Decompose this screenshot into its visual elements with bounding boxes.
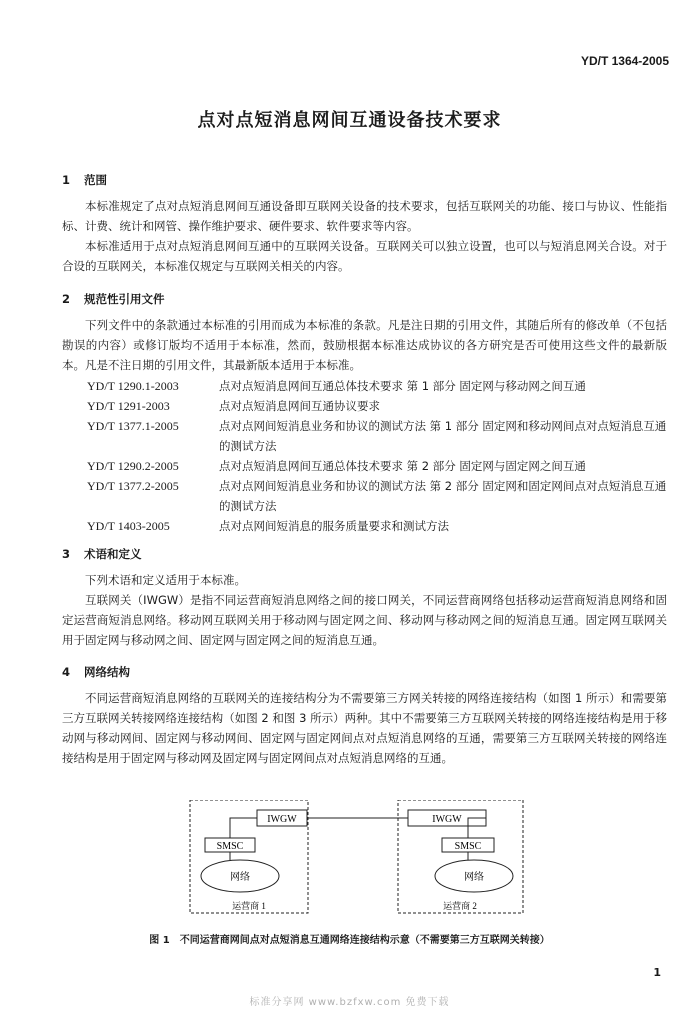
section-number: 2 <box>62 292 71 306</box>
section-number: 3 <box>62 547 71 561</box>
section-title: 规范性引用文件 <box>84 292 165 306</box>
operator-label-left: 运营商 1 <box>232 901 266 911</box>
reference-title: 点对点网间短消息业务和协议的测试方法 第 1 部分 固定网和移动网间点对点短消息互通的测试方法 <box>219 419 667 453</box>
section-number: 1 <box>62 173 71 187</box>
reference-title: 点对点网间短消息的服务质量要求和测试方法 <box>219 519 449 533</box>
smsc-label-left: SMSC <box>216 841 244 852</box>
section-body-2 <box>62 315 667 375</box>
section-heading-1 <box>62 172 107 188</box>
section-heading-4 <box>62 664 130 680</box>
section-heading-2 <box>62 291 165 307</box>
section-heading-3 <box>62 546 142 562</box>
watermark: 标准分享网 www.bzfxw.com 免费下载 <box>249 997 450 1008</box>
reference-item <box>87 516 672 536</box>
connector-left <box>230 818 257 838</box>
section-body-3 <box>62 570 667 650</box>
reference-item <box>87 376 672 396</box>
reference-item <box>87 396 672 416</box>
paragraph: 互联网关（IWGW）是指不同运营商短消息网络之间的接口网关，不同运营商网络包括移动运营商短消息网络和固定运营商短消息网络。移动网互联网关用于移动网与固定网之间、移动网与移动网之间的短消息互通。固定网互联网关用于固定网与移动网之间、固定网与固定网之间的短消息互通。 <box>62 593 667 647</box>
iwgw-label-right: IWGW <box>432 814 462 825</box>
paragraph: 下列术语和定义适用于本标准。 <box>85 573 246 587</box>
section-body-1 <box>62 196 667 276</box>
page-number: 1 <box>653 966 661 979</box>
network-label-right: 网络 <box>464 872 484 883</box>
reference-code: YD/T 1403-2005 <box>87 519 170 533</box>
document-title: 点对点短消息网间互通设备技术要求 <box>197 110 502 131</box>
reference-item <box>87 416 672 456</box>
paragraph: 本标准规定了点对点短消息网间互通设备即互联网关设备的技术要求，包括互联网关的功能、接口与协议、性能指标、计费、统计和网管、操作维护要求、硬件要求、软件要求等内容。 <box>62 199 667 233</box>
operator-label-right: 运营商 2 <box>443 901 477 911</box>
reference-title: 点对点短消息网间互通总体技术要求 第 1 部分 固定网与移动网之间互通 <box>219 379 586 393</box>
reference-code: YD/T 1377.2-2005 <box>87 479 179 493</box>
reference-code: YD/T 1290.2-2005 <box>87 459 179 473</box>
section-title: 网络结构 <box>84 665 130 679</box>
section-number: 4 <box>62 665 71 679</box>
smsc-label-right: SMSC <box>454 841 482 852</box>
paragraph: 不同运营商短消息网络的互联网关的连接结构分为不需要第三方网关转接的网络连接结构（如图 1 所示）和需要第三方互联网关转接网络连接结构（如图 2 和图 3 所示）两种。其中不需要第三方互联网关转接的网络连接结构是用于移动网与移动网间、固定网与移动网间、固定网与固定网间点对点短消息网络的互通，需要第三方互联网关转接的网络连接结构是用于固定网与移动网及固定网与固定网间点对点短消息网络的互通。 <box>62 691 667 765</box>
reference-item <box>87 456 672 476</box>
reference-list <box>87 376 672 536</box>
reference-title: 点对点短消息网间互通协议要求 <box>219 399 380 413</box>
reference-title: 点对点短消息网间互通总体技术要求 第 2 部分 固定网与固定网之间互通 <box>219 459 586 473</box>
network-diagram <box>0 800 699 918</box>
paragraph: 下列文件中的条款通过本标准的引用而成为本标准的条款。凡是注日期的引用文件，其随后所有的修改单（不包括勘误的内容）或修订版均不适用于本标准，然而，鼓励根据本标准达成协议的各方研究是否可使用这些文件的最新版本。凡是不注日期的引用文件，其最新版本适用于本标准。 <box>62 318 667 372</box>
reference-item <box>87 476 672 516</box>
section-body-4 <box>62 688 667 768</box>
section-title: 范围 <box>84 173 107 187</box>
reference-title: 点对点网间短消息业务和协议的测试方法 第 2 部分 固定网和固定网间点对点短消息互通的测试方法 <box>219 479 667 513</box>
figure-caption: 图 1 不同运营商网间点对点短消息互通网络连接结构示意（不需要第三方互联网关转接） <box>149 935 550 946</box>
section-title: 术语和定义 <box>84 547 142 561</box>
reference-code: YD/T 1291-2003 <box>87 399 170 413</box>
paragraph: 本标准适用于点对点短消息网间互通中的互联网关设备。互联网关可以独立设置，也可以与短消息网关合设。对于合设的互联网关，本标准仅规定与互联网关相关的内容。 <box>62 239 667 273</box>
reference-code: YD/T 1377.1-2005 <box>87 419 179 433</box>
reference-code: YD/T 1290.1-2003 <box>87 379 179 393</box>
network-label-left: 网络 <box>230 872 250 883</box>
iwgw-label-left: IWGW <box>267 814 297 825</box>
standard-code: YD/T 1364-2005 <box>580 54 669 68</box>
